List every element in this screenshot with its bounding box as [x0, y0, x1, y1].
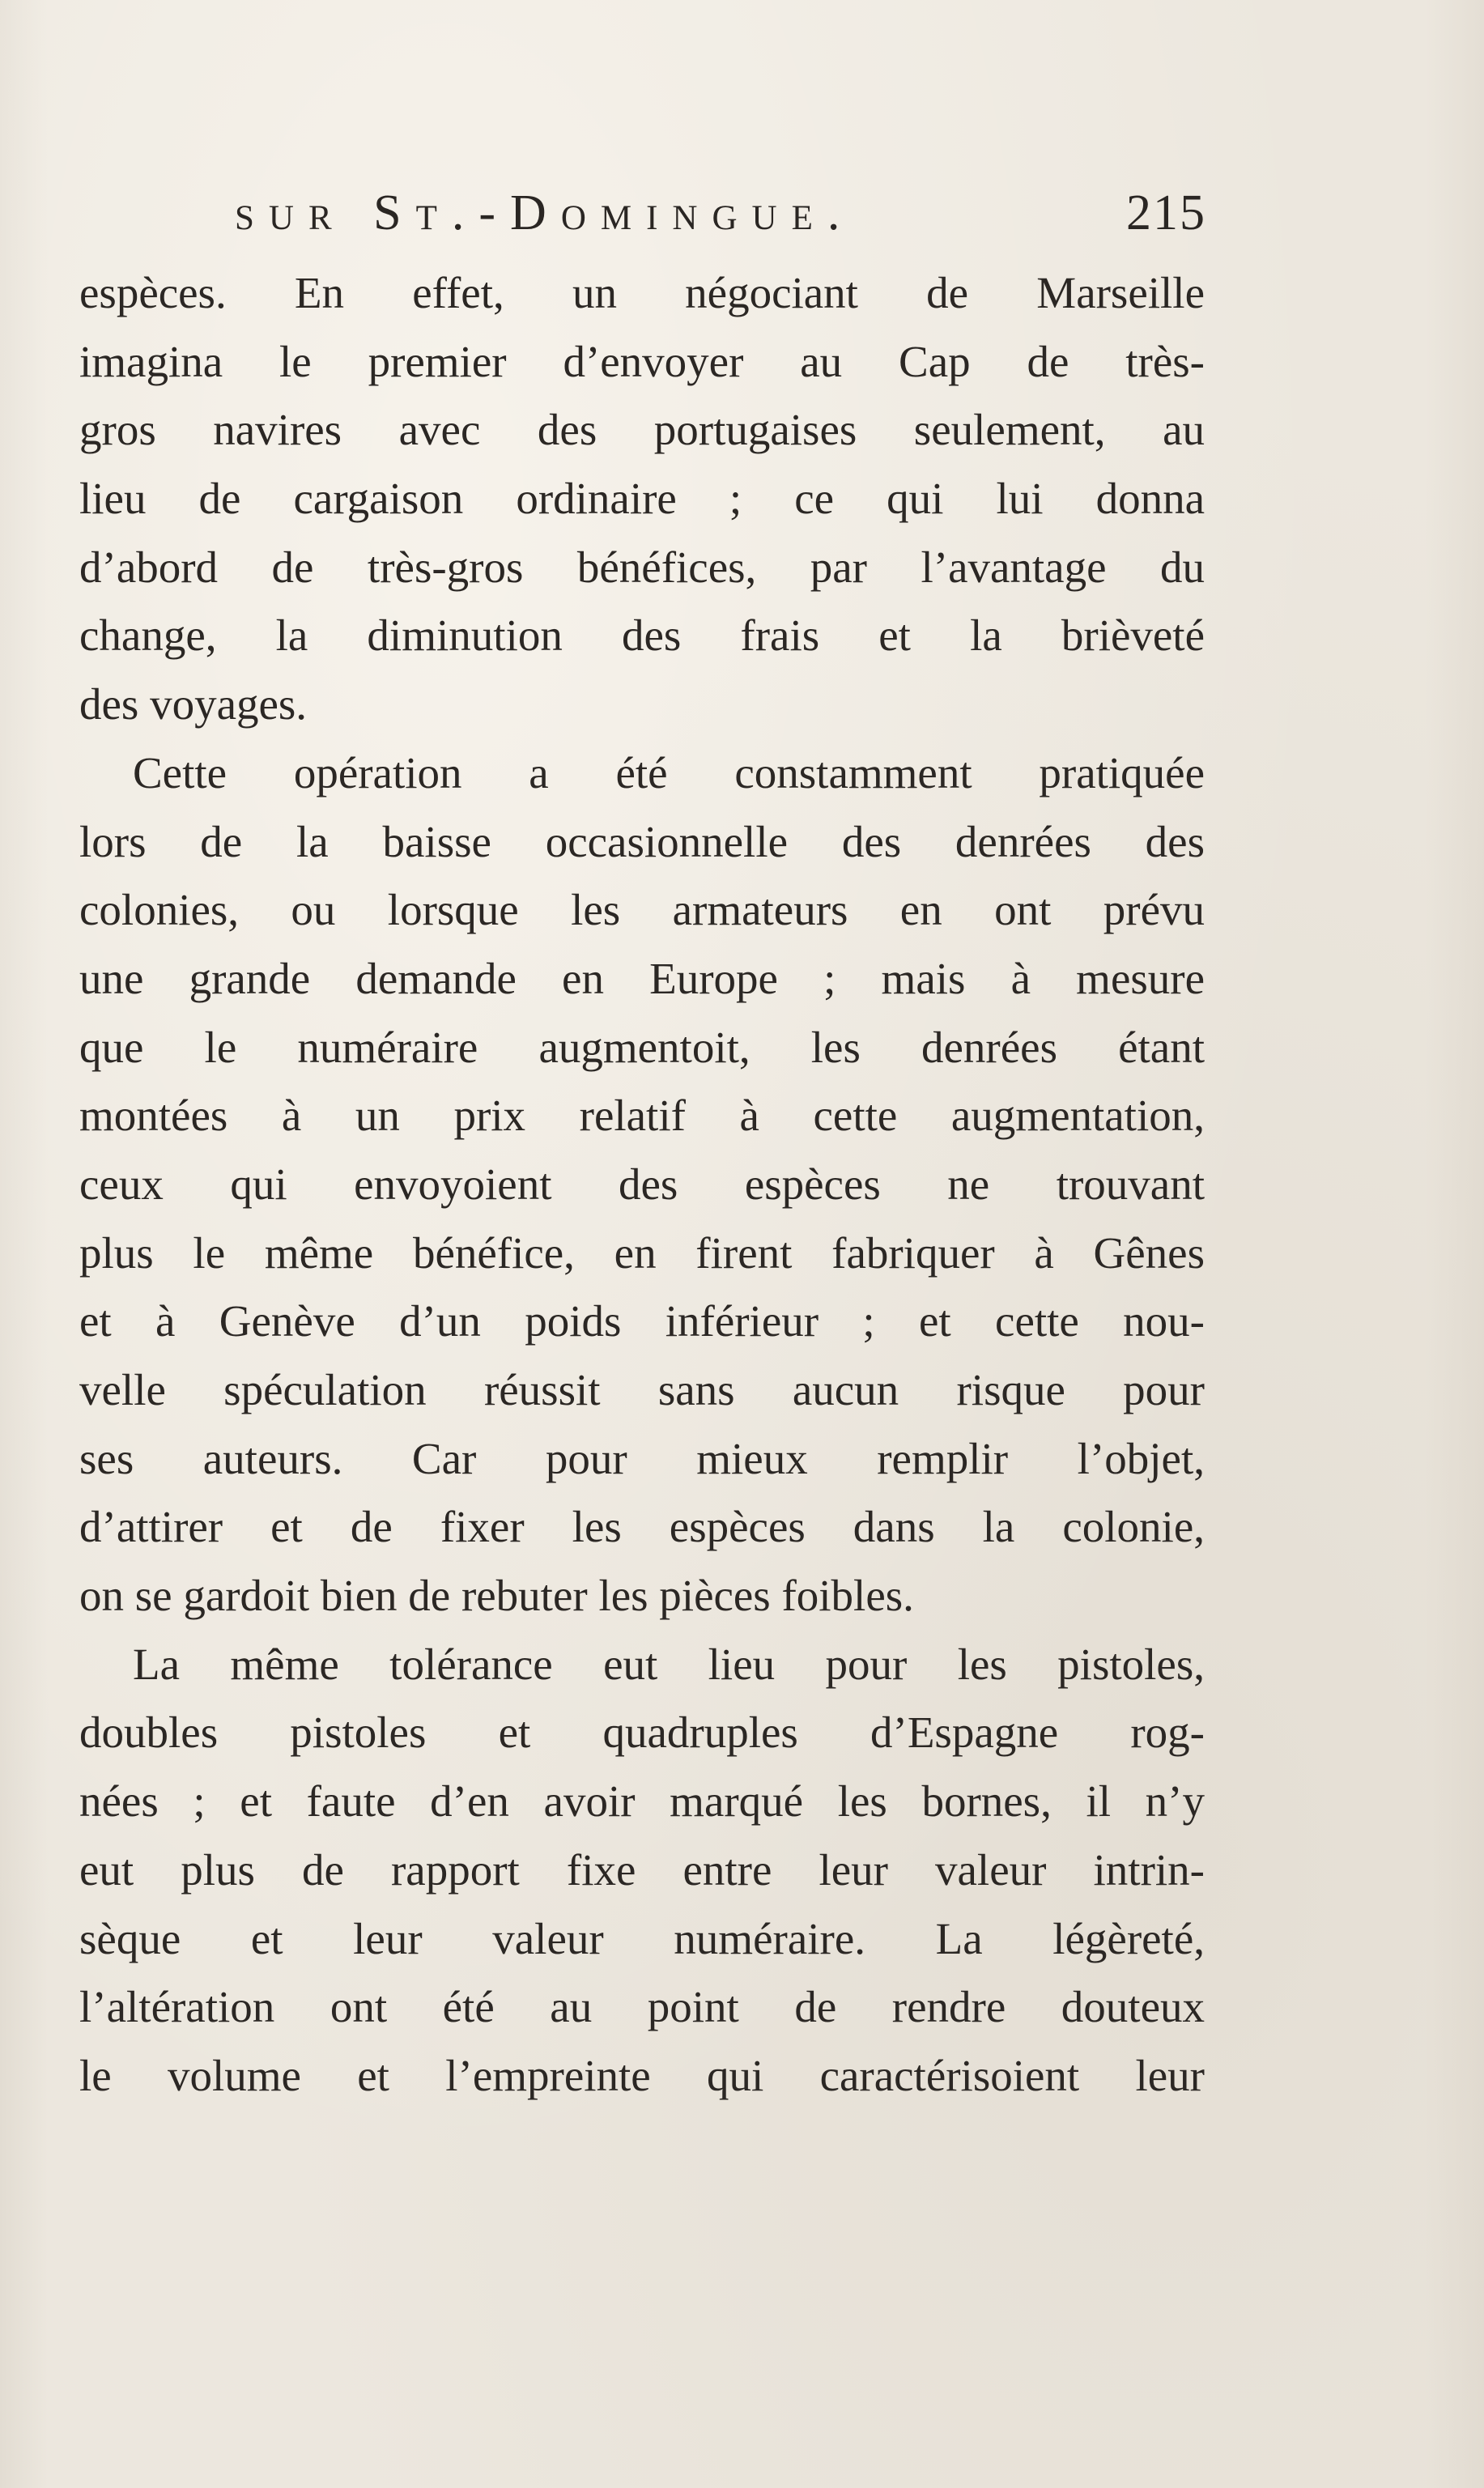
page-header — [235, 185, 1206, 249]
text-line: ses auteurs. Car pour mieux remplir l’objet, — [79, 1433, 1205, 1483]
text-line: lors de la baisse occasionnelle des denrées des — [79, 816, 1205, 866]
text-line: d’abord de très-gros bénéfices, par l’avantage du — [79, 542, 1205, 592]
text-line: et à Genève d’un poids inférieur ; et cette nou- — [79, 1296, 1205, 1346]
text-line: velle spéculation réussit sans aucun risque pour — [79, 1365, 1205, 1414]
text-line: colonies, ou lorsque les armateurs en ont prévu — [79, 885, 1205, 935]
text-line: on se gardoit bien de rebuter les pièces foibles. — [79, 1571, 914, 1621]
text-line: change, la diminution des frais et la brièveté — [79, 610, 1205, 661]
text-line: sèque et leur valeur numéraire. La légèreté, — [79, 1913, 1205, 1963]
text-line: ceux qui envoyoient des espèces ne trouvant — [79, 1159, 1205, 1209]
text-line: plus le même bénéfice, en firent fabriquer à Gênes — [79, 1227, 1205, 1278]
text-line: que le numéraire augmentoit, les denrées étant — [79, 1022, 1205, 1072]
text-line: gros navires avec des portugaises seulement, au — [79, 405, 1205, 455]
text-line: espèces. En effet, un négociant de Marseille — [79, 268, 1205, 317]
text-line: l’altération ont été au point de rendre douteux — [79, 1982, 1205, 2032]
text-line: des voyages. — [79, 679, 308, 729]
text-line: imagina le premier d’envoyer au Cap de très- — [79, 336, 1205, 386]
page-number: 215 — [1126, 185, 1206, 240]
text-line: montées à un prix relatif à cette augmentation, — [79, 1091, 1205, 1141]
text-line: doubles pistoles et quadruples d’Espagne rog- — [79, 1708, 1205, 1758]
text-line: lieu de cargaison ordinaire ; ce qui lui donna — [79, 474, 1205, 524]
text-line: La même tolérance eut lieu pour les pistoles, — [133, 1639, 1205, 1689]
text-line: nées ; et faute d’en avoir marqué les bornes, il n’y — [79, 1776, 1205, 1827]
text-line: le volume et l’empreinte qui caractérisoient leur — [79, 2050, 1205, 2100]
body-text — [79, 259, 1205, 2111]
text-line: une grande demande en Europe ; mais à mesure — [79, 953, 1205, 1003]
text-line: eut plus de rapport fixe entre leur valeur intrin- — [79, 1844, 1205, 1895]
running-title: sur St.-Domingue. — [235, 185, 855, 240]
text-line: d’attirer et de fixer les espèces dans la colonie, — [79, 1502, 1205, 1552]
text-line: Cette opération a été constamment pratiquée — [133, 747, 1205, 797]
